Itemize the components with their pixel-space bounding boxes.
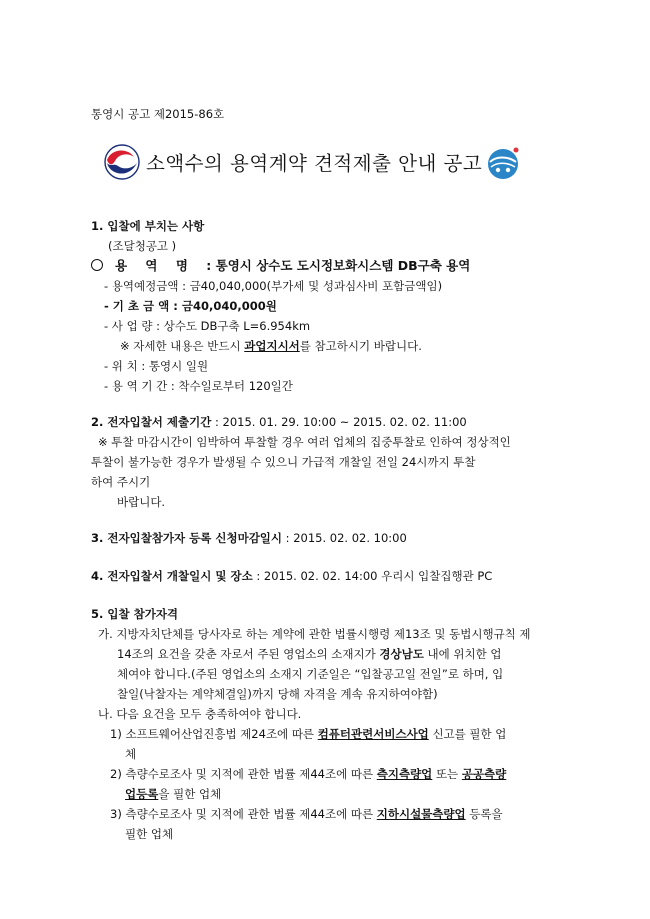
section-2-value: : 2015. 01. 29. 10:00 ~ 2015. 02. 02. 11:00: [211, 415, 467, 429]
computer-service-business: 컴퓨터관련서비스사업: [317, 727, 429, 741]
base-amount-value: 금40,040,000원: [181, 299, 277, 313]
doc-number: 통영시 공고 제2015-86호: [91, 107, 225, 121]
section-1-subheading: (조달청공고 ): [108, 239, 177, 253]
requirement-1-cont: 체: [125, 747, 137, 761]
service-name-label: 용 역 명 :: [115, 258, 212, 273]
reference-note-post: 를 참고하시기 바랍니다.: [299, 339, 422, 353]
service-location: - 위 치 : 통영시 일원: [104, 359, 209, 373]
business-quantity: - 사 업 량 : 상수도 DB구축 L=6.954km: [104, 319, 311, 333]
section-1-heading: 1. 입찰에 부치는 사항: [91, 219, 205, 233]
section-4-value: : 2015. 02. 02. 14:00 우리시 입찰집행관 PC: [252, 569, 493, 583]
geodetic-survey-business: 측지측량업: [376, 767, 433, 781]
section-2-heading: [91, 414, 467, 430]
business-registration: 업등록: [125, 787, 159, 801]
qualification-ga-4: 찰일(낙찰자는 계약체결일)까지 당해 자격을 계속 유지하여야함): [117, 687, 438, 701]
bullet-circle-icon: [91, 259, 103, 271]
qualification-na: 나. 다음 요건을 모두 충족하여야 합니다.: [98, 707, 302, 721]
requirement-2-post: 을 필한 업체: [158, 787, 222, 801]
qualification-ga-3: 체여야 합니다.(주된 영업소의 소재지 기준일은 “입찰공고일 전일”로 하며, 입: [117, 667, 504, 681]
requirement-3-pre: 3) 측량수로조사 및 지적에 관한 법률 제44조에 따른: [110, 807, 377, 821]
base-amount-label: - 기 초 금 액 :: [104, 299, 178, 313]
requirement-1: [110, 726, 506, 742]
section-4-label: 4. 전자입찰서 개찰일시 및 장소: [91, 569, 253, 583]
requirement-2-cont: [125, 786, 221, 802]
planned-amount: - 용역예정금액 : 금40,040,000(부가세 및 성과심사비 포함금액임): [104, 279, 443, 293]
qualification-ga-2: [117, 646, 501, 662]
base-amount-row: [104, 298, 277, 314]
section-3-value: : 2015. 02. 02. 10:00: [282, 531, 407, 545]
section-2-note-4: 바랍니다.: [117, 495, 166, 509]
reference-note-pre: ※ 자세한 내용은 반드시: [120, 339, 245, 353]
requirement-3-post: 등록을: [465, 807, 503, 821]
underground-facility-survey: 지하시설물측량업: [376, 807, 466, 821]
region-gyeongnam: 경상남도: [379, 647, 424, 661]
section-2-note-2: 투찰이 불가능한 경우가 발생될 수 있으니 가급적 개찰일 전일 24시까지 투찰: [91, 455, 476, 469]
requirement-1-pre: 1) 소프트웨어산업진흥법 제24조에 따른: [110, 727, 318, 741]
section-3-label: 3. 전자입찰참가자 등록 신청마감일시: [91, 531, 283, 545]
city-mascot-icon: [486, 144, 522, 180]
section-2-label: 2. 전자입찰서 제출기간: [91, 415, 212, 429]
public-survey: 공공측량: [461, 767, 507, 781]
reference-note: [120, 338, 422, 354]
section-3-heading: [91, 530, 407, 546]
requirement-3-cont: 필한 업체: [125, 827, 174, 841]
requirement-1-post: 신고를 필한 업: [428, 727, 507, 741]
task-instruction-link: 과업지시서: [244, 339, 300, 353]
section-4-heading: [91, 568, 492, 584]
section-2-note-3: 하여 주시기: [91, 475, 151, 489]
requirement-2-pre: 2) 측량수로조사 및 지적에 관한 법률 제44조에 따른: [110, 767, 377, 781]
page-title: 소액수의 용역계약 견적제출 안내 공고: [146, 152, 483, 175]
section-5-heading: 5. 입찰 참가자격: [91, 607, 179, 621]
notice-title-row: [104, 142, 522, 182]
qualification-ga-2-post: 내에 위치한 업: [423, 647, 502, 661]
section-2-note-1: ※ 투찰 마감시간이 임박하여 투찰할 경우 여러 업체의 집중투찰로 인하여 정상적인: [98, 435, 511, 449]
requirement-3: [110, 806, 503, 822]
service-period: - 용 역 기 간 : 착수일로부터 120일간: [104, 379, 293, 393]
service-name-value: 통영시 상수도 도시정보화시스템 DB구축 용역: [215, 258, 471, 273]
qualification-ga-1: 가. 지방자치단체를 당사자로 하는 계약에 관한 법률시행령 제13조 및 동법시행규칙 제: [98, 627, 531, 641]
requirement-2-mid: 또는: [432, 767, 462, 781]
service-name-row: [91, 258, 470, 274]
city-emblem-icon: [104, 144, 140, 180]
requirement-2: [110, 766, 506, 782]
qualification-ga-2-pre: 14조의 요건을 갖춘 자로서 주된 영업소의 소재지가: [117, 647, 380, 661]
